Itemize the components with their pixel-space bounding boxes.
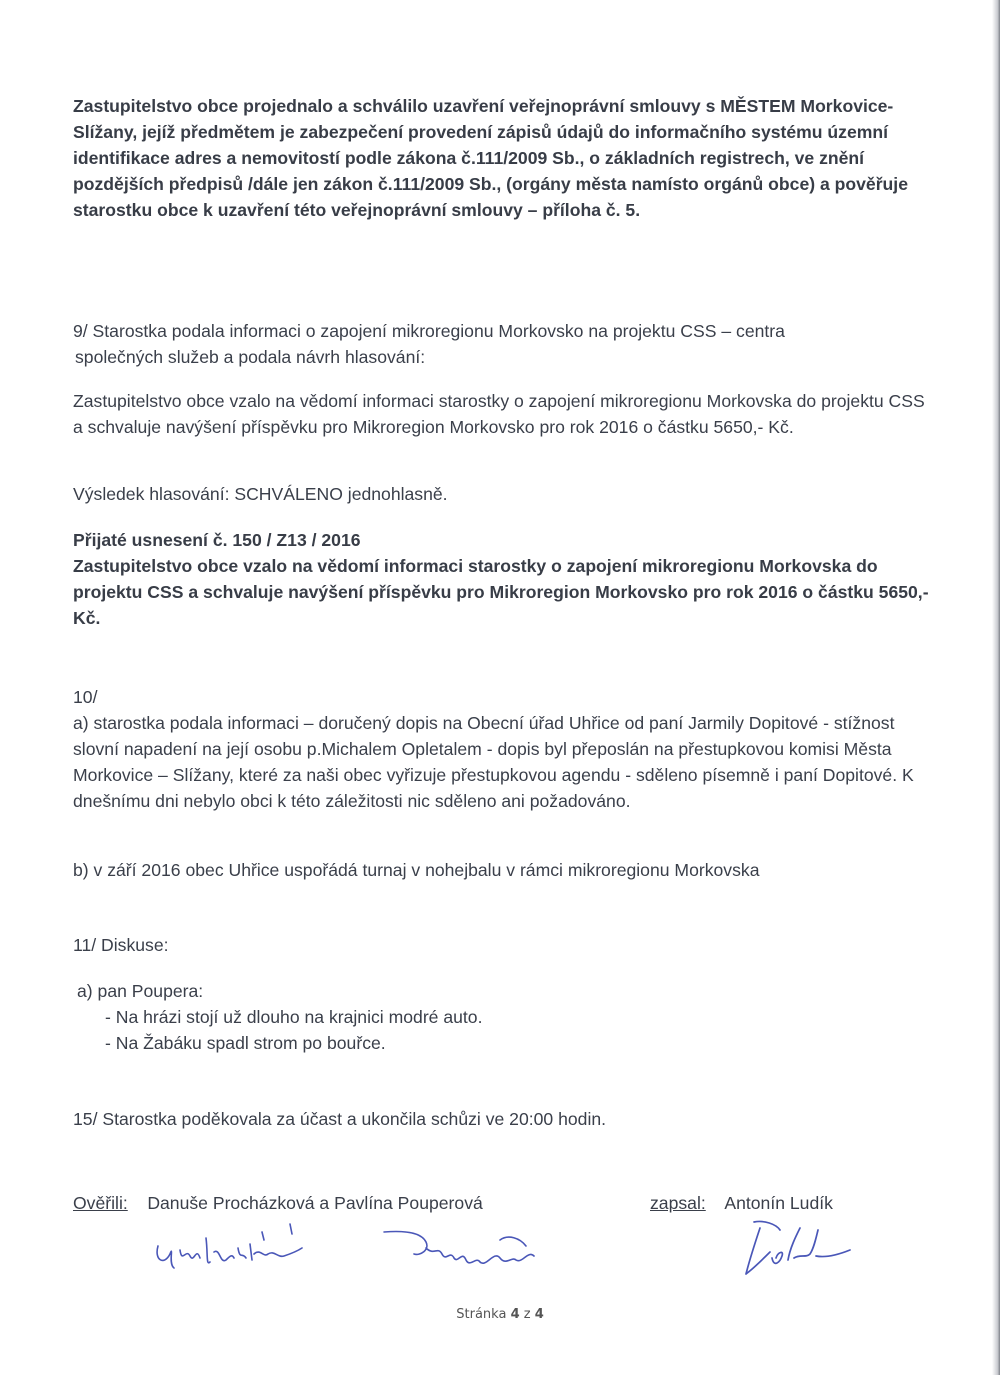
- signature-prochazkova-image: [150, 1218, 320, 1278]
- item-10: [73, 684, 933, 814]
- item-11-bullet-1: - Na hrázi stojí už dlouho na krajnici modré auto.: [105, 1007, 483, 1027]
- item-10-b: b) v září 2016 obec Uhřice uspořádá turnaj v nohejbalu v rámci mikroregionu Morkovska: [73, 860, 760, 880]
- recorded-line: [650, 1190, 900, 1216]
- footer-page-number: 4: [510, 1307, 520, 1322]
- verified-line: [73, 1190, 593, 1216]
- item-10-number: 10/: [73, 687, 98, 707]
- page-footer: Stránka 4 z 4: [456, 1307, 544, 1322]
- item-15: 15/ Starostka poděkovala za účast a ukončila schůzi ve 20:00 hodin.: [73, 1109, 607, 1129]
- verified-label: Ověřili:: [73, 1193, 128, 1213]
- verified-names: Danuše Procházková a Pavlína Pouperová: [147, 1193, 483, 1213]
- item-11: [73, 932, 933, 958]
- item-10-a: a) starostka podala informaci – doručený dopis na Obecní úřad Uhřice od paní Jarmily Dopitové - stížnost slovní napadení na její osobu p.Michalem Opletalem - dopis byl přeposlán na přestupkovou komisi Města Morkovice – Slížany, které za naši obec vyřizuje přestupkovou agendu - sděleno písemně i paní Dopitové. K dnešnímu dni nebylo obci k této záležitosti nic sděleno ani požadováno.: [73, 713, 914, 811]
- item-9-vote: Výsledek hlasování: SCHVÁLENO jednohlasně.: [73, 484, 448, 504]
- resolution-text: Zastupitelstvo obce vzalo na vědomí informaci starostky o zapojení mikroregionu Morkovska do projektu CSS a schvaluje navýšení příspěvku pro Mikroregion Morkovsko pro rok 2016 o částku 5650,- Kč.: [73, 556, 929, 628]
- signature-pouperova-image: [380, 1220, 550, 1280]
- signature-ludik-image: [730, 1218, 880, 1288]
- item-11-bullet-2: - Na Žabáku spadl strom po bouřce.: [105, 1033, 386, 1053]
- footer-page-total: 4: [534, 1307, 544, 1322]
- item-9-line-2: společných služeb a podala návrh hlasování:: [75, 347, 426, 367]
- item-11-title: 11/ Diskuse:: [73, 935, 169, 955]
- item-9-resolution: [73, 527, 933, 631]
- item-9-line-1: 9/ Starostka podala informaci o zapojení mikroregionu Morkovsko na projektu CSS – centra: [73, 321, 785, 341]
- item-9: [73, 318, 933, 370]
- item-11-a: [77, 978, 937, 1056]
- resolution-intro: Zastupitelstvo obce projednalo a schválilo uzavření veřejnoprávní smlouvy s MĚSTEM Morkovice-Slížany, jejíž předmětem je zabezpečení provedení zápisů údajů do informačního systému územní identifikace adres a nemovitostí podle zákona č.111/2009 Sb., o základních registrech, ve znění pozdějších předpisů /dále jen zákon č.111/2009 Sb., (orgány města namísto orgánů obce) a pověřuje starostku obce k uzavření této veřejnoprávní smlouvy – příloha č. 5.: [73, 96, 908, 220]
- recorded-label: zapsal:: [650, 1193, 706, 1213]
- item-9-proposal: Zastupitelstvo obce vzalo na vědomí informaci starostky o zapojení mikroregionu Morkovska do projektu CSS a schvaluje navýšení příspěvku pro Mikroregion Morkovsko pro rok 2016 o částku 5650,- Kč.: [73, 391, 925, 437]
- item-11-a-label: a) pan Poupera:: [77, 981, 204, 1001]
- recorded-name: Antonín Ludík: [724, 1193, 833, 1213]
- resolution-title: Přijaté usnesení č. 150 / Z13 / 2016: [73, 530, 361, 550]
- scan-edge: [992, 0, 1000, 1375]
